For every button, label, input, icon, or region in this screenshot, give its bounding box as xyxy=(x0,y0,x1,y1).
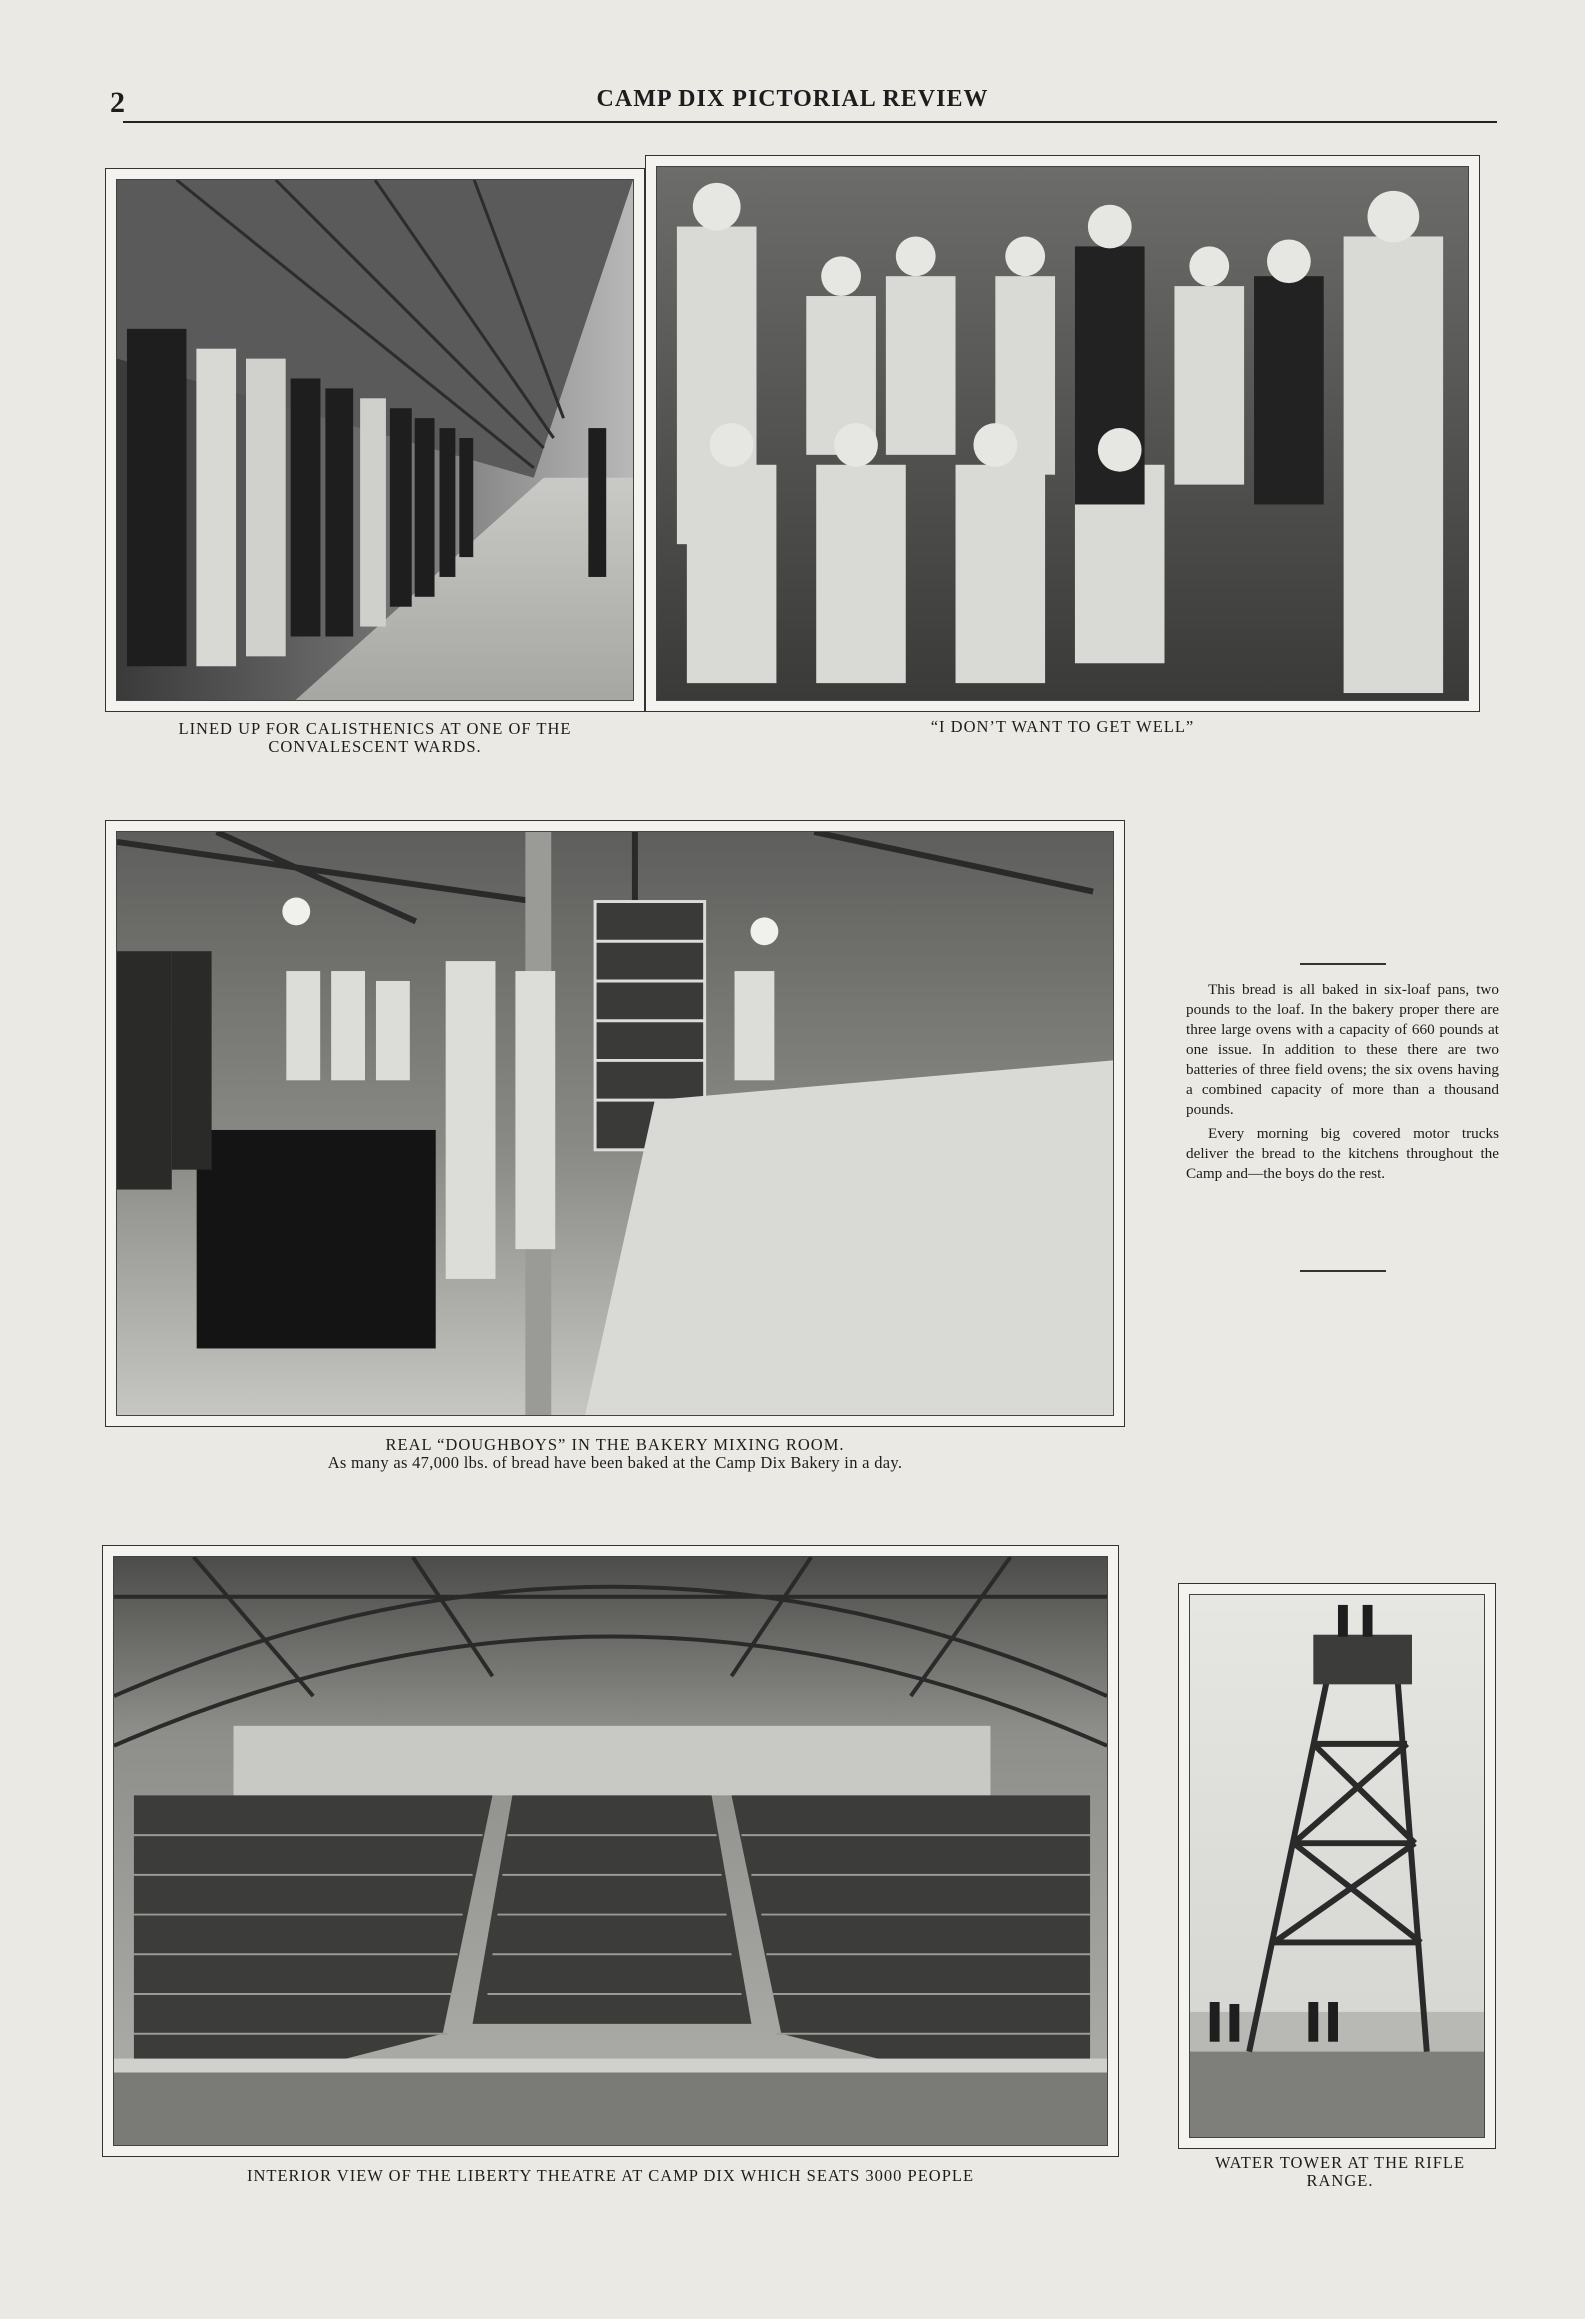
page-title: CAMP DIX PICTORIAL REVIEW xyxy=(596,86,989,112)
caption-bakery-title: REAL “DOUGHBOYS” IN THE BAKERY MIXING ROOM. xyxy=(385,1435,845,1454)
caption-calisthenics-line2: CONVALESCENT WARDS. xyxy=(268,737,482,756)
photo-calisthenics xyxy=(105,168,645,712)
caption-water-tower-line2: RANGE. xyxy=(1306,2171,1374,2190)
header-rule xyxy=(123,121,1497,123)
caption-dont-want-to-get-well: “I DON’T WANT TO GET WELL” xyxy=(930,717,1195,736)
photo-dont-want-to-get-well xyxy=(645,155,1480,712)
sidebar-paragraph-2: Every morning big covered motor trucks deliver the bread to the kitchens throughout the Camp and—the boys do the rest. xyxy=(1186,1125,1499,1182)
sidebar-rule-top xyxy=(1300,963,1386,965)
caption-calisthenics xyxy=(105,720,645,756)
page-number: 2 xyxy=(110,86,125,119)
theatre-photo-image xyxy=(114,1557,1107,2145)
photo-liberty-theatre xyxy=(102,1545,1119,2157)
caption-water-tower xyxy=(1170,2154,1510,2190)
caption-liberty-theatre: INTERIOR VIEW OF THE LIBERTY THEATRE AT CAMP DIX WHICH SEATS 3000 PEOPLE xyxy=(246,2166,975,2185)
caption-bakery xyxy=(105,1436,1125,1472)
water-tower-photo-image xyxy=(1190,1595,1484,2137)
photo-bakery xyxy=(105,820,1125,1427)
photo-water-tower xyxy=(1178,1583,1496,2149)
caption-calisthenics-line1: LINED UP FOR CALISTHENICS AT ONE OF THE xyxy=(178,719,572,738)
sidebar-article xyxy=(1186,980,1499,1184)
sidebar-rule-bottom xyxy=(1300,1270,1386,1272)
caption-water-tower-line1: WATER TOWER AT THE RIFLE xyxy=(1214,2153,1466,2172)
bakery-photo-image xyxy=(117,832,1113,1415)
calisthenics-photo-image xyxy=(117,180,633,700)
sidebar-paragraph-1: This bread is all baked in six-loaf pans, two pounds to the loaf. In the bakery proper there are three large ovens with a capacity of 660 pounds at one issue. In addition to these there are two batteries of three field ovens; the six ovens having a combined capacity of more than a thousand pounds. xyxy=(1186,981,1499,1118)
caption-bakery-subtitle: As many as 47,000 lbs. of bread have been baked at the Camp Dix Bakery in a day. xyxy=(327,1453,903,1472)
group-photo-image xyxy=(657,167,1468,700)
